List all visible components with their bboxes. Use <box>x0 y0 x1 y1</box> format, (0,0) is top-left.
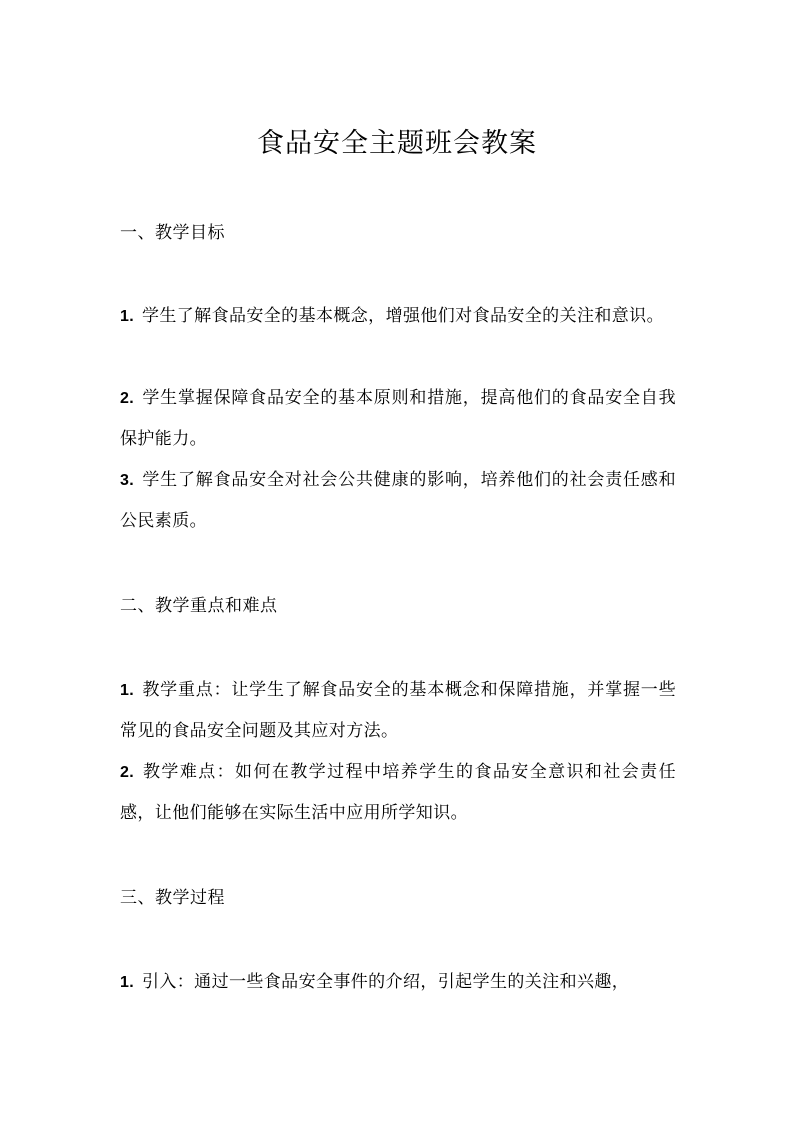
paragraph-text: 学生了解食品安全的基本概念，增强他们对食品安全的关注和意识。 <box>141 306 664 326</box>
item-number: 1. <box>120 974 135 991</box>
item-number: 1. <box>120 682 135 699</box>
paragraph-text: 学生掌握保障食品安全的基本原则和措施，提高他们的食品安全自我保护能力。 <box>120 388 677 449</box>
section-heading-objectives: 一、教学目标 <box>120 223 225 243</box>
item-number: 3. <box>120 472 135 489</box>
paragraph-key-point-2 <box>120 752 676 833</box>
paragraph-text: 引入：通过一些食品安全事件的介绍，引起学生的关注和兴趣， <box>141 972 630 992</box>
paragraph-text: 教学难点：如何在教学过程中培养学生的食品安全意识和社会责任感，让他们能够在实际生活中应用所学知识。 <box>120 762 676 823</box>
paragraph-key-point-1 <box>120 670 676 751</box>
paragraph-text: 教学重点：让学生了解食品安全的基本概念和保障措施，并掌握一些常见的食品安全问题及其应对方法。 <box>120 680 677 741</box>
paragraph-objective-3 <box>120 460 676 541</box>
paragraph-text: 学生了解食品安全对社会公共健康的影响，培养他们的社会责任感和公民素质。 <box>120 470 677 531</box>
paragraph-objective-1 <box>120 296 676 337</box>
section-heading-process: 三、教学过程 <box>120 888 225 908</box>
paragraph-process-1 <box>120 962 676 1003</box>
item-number: 2. <box>120 764 135 781</box>
document-title: 食品安全主题班会教案 <box>257 128 537 159</box>
paragraph-objective-2 <box>120 378 676 459</box>
section-heading-key-points: 二、教学重点和难点 <box>120 596 278 616</box>
item-number: 2. <box>120 390 135 407</box>
item-number: 1. <box>120 308 135 325</box>
